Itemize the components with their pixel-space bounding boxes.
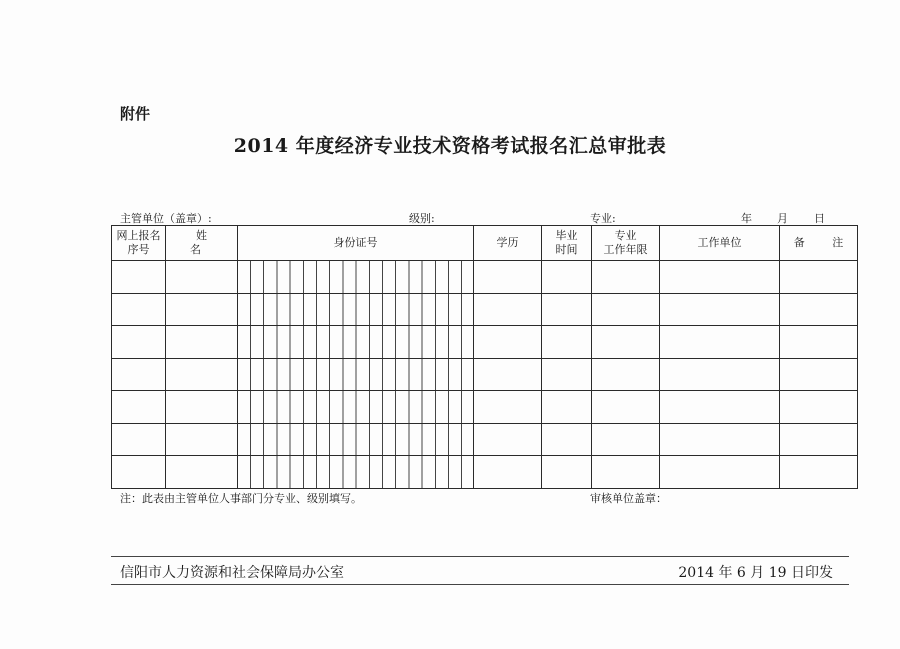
cell-name[interactable]	[166, 293, 238, 326]
cell-employer[interactable]	[660, 326, 780, 359]
cell-grad[interactable]	[542, 423, 592, 456]
table-row	[112, 293, 858, 326]
cell-work-years[interactable]	[592, 326, 660, 359]
header-grad-line2: 时间	[555, 243, 578, 256]
cell-name[interactable]	[166, 261, 238, 294]
specialty-label: 专业:	[590, 212, 616, 225]
header-seq	[112, 226, 166, 261]
cell-name[interactable]	[166, 423, 238, 456]
table-note: 注：此表由主管单位人事部门分专业、级别填写。	[120, 492, 362, 505]
cell-seq[interactable]	[112, 391, 166, 424]
cell-remarks[interactable]	[780, 456, 858, 489]
header-work-line2: 工作年限	[603, 243, 648, 256]
cell-work-years[interactable]	[592, 261, 660, 294]
id-digit-grid	[250, 294, 471, 326]
header-work-years	[592, 226, 660, 261]
cell-id[interactable]	[238, 293, 474, 326]
header-education: 学历	[474, 226, 542, 261]
level-label: 级别:	[409, 212, 435, 225]
id-digit-grid	[250, 424, 471, 456]
footer-bottom-rule	[111, 584, 849, 585]
header-seq-line1: 网上报名	[116, 229, 161, 242]
cell-grad[interactable]	[542, 326, 592, 359]
cell-education[interactable]	[474, 456, 542, 489]
registration-table	[111, 225, 858, 489]
id-digit-grid	[250, 326, 471, 358]
cell-education[interactable]	[474, 423, 542, 456]
cell-education[interactable]	[474, 391, 542, 424]
cell-id[interactable]	[238, 456, 474, 489]
table-row	[112, 456, 858, 489]
header-grad	[542, 226, 592, 261]
header-employer: 工作单位	[660, 226, 780, 261]
cell-remarks[interactable]	[780, 261, 858, 294]
cell-employer[interactable]	[660, 293, 780, 326]
cell-remarks[interactable]	[780, 293, 858, 326]
header-name	[166, 226, 238, 261]
cell-grad[interactable]	[542, 358, 592, 391]
day-label: 日	[814, 212, 825, 225]
cell-work-years[interactable]	[592, 358, 660, 391]
cell-id[interactable]	[238, 423, 474, 456]
footer-top-rule	[111, 556, 849, 557]
table-row	[112, 358, 858, 391]
cell-grad[interactable]	[542, 456, 592, 489]
cell-seq[interactable]	[112, 261, 166, 294]
supervisor-label: 主管单位（盖章）:	[120, 212, 212, 225]
cell-seq[interactable]	[112, 423, 166, 456]
header-id: 身份证号	[238, 226, 474, 261]
cell-work-years[interactable]	[592, 293, 660, 326]
header-row	[112, 226, 858, 261]
cell-employer[interactable]	[660, 391, 780, 424]
year-label: 年	[741, 212, 752, 225]
id-digit-grid	[250, 456, 471, 488]
cell-seq[interactable]	[112, 293, 166, 326]
cell-name[interactable]	[166, 456, 238, 489]
cell-id[interactable]	[238, 358, 474, 391]
cell-name[interactable]	[166, 391, 238, 424]
cell-id[interactable]	[238, 261, 474, 294]
cell-seq[interactable]	[112, 456, 166, 489]
cell-remarks[interactable]	[780, 358, 858, 391]
cell-education[interactable]	[474, 293, 542, 326]
issue-date: 2014 年 6 月 19 日印发	[678, 565, 833, 581]
attachment-label: 附件	[120, 105, 151, 123]
cell-id[interactable]	[238, 326, 474, 359]
id-digit-grid	[250, 359, 471, 391]
cell-employer[interactable]	[660, 358, 780, 391]
cell-employer[interactable]	[660, 261, 780, 294]
review-stamp-label: 审核单位盖章：	[590, 492, 667, 505]
cell-remarks[interactable]	[780, 423, 858, 456]
cell-work-years[interactable]	[592, 456, 660, 489]
header-work-line1: 专业	[614, 229, 637, 242]
cell-education[interactable]	[474, 326, 542, 359]
cell-employer[interactable]	[660, 456, 780, 489]
id-digit-grid	[250, 391, 471, 423]
cell-work-years[interactable]	[592, 423, 660, 456]
header-remarks-text: 备 注	[793, 236, 856, 249]
cell-employer[interactable]	[660, 423, 780, 456]
cell-seq[interactable]	[112, 326, 166, 359]
cell-education[interactable]	[474, 358, 542, 391]
cell-work-years[interactable]	[592, 391, 660, 424]
header-name-text: 姓 名	[190, 229, 219, 256]
table-row	[112, 326, 858, 359]
cell-seq[interactable]	[112, 358, 166, 391]
cell-remarks[interactable]	[780, 391, 858, 424]
cell-name[interactable]	[166, 326, 238, 359]
header-grad-line1: 毕业	[555, 229, 578, 242]
id-digit-grid	[250, 261, 471, 293]
month-label: 月	[777, 212, 788, 225]
cell-grad[interactable]	[542, 261, 592, 294]
cell-education[interactable]	[474, 261, 542, 294]
header-seq-line2: 序号	[127, 243, 150, 256]
table-row	[112, 391, 858, 424]
form-title: 2014 年度经济专业技术资格考试报名汇总审批表	[233, 135, 667, 157]
cell-name[interactable]	[166, 358, 238, 391]
cell-grad[interactable]	[542, 391, 592, 424]
cell-grad[interactable]	[542, 293, 592, 326]
table-row	[112, 261, 858, 294]
issuing-office: 信阳市人力资源和社会保障局办公室	[120, 565, 344, 581]
table-row	[112, 423, 858, 456]
cell-id[interactable]	[238, 391, 474, 424]
cell-remarks[interactable]	[780, 326, 858, 359]
header-remarks	[780, 226, 858, 261]
